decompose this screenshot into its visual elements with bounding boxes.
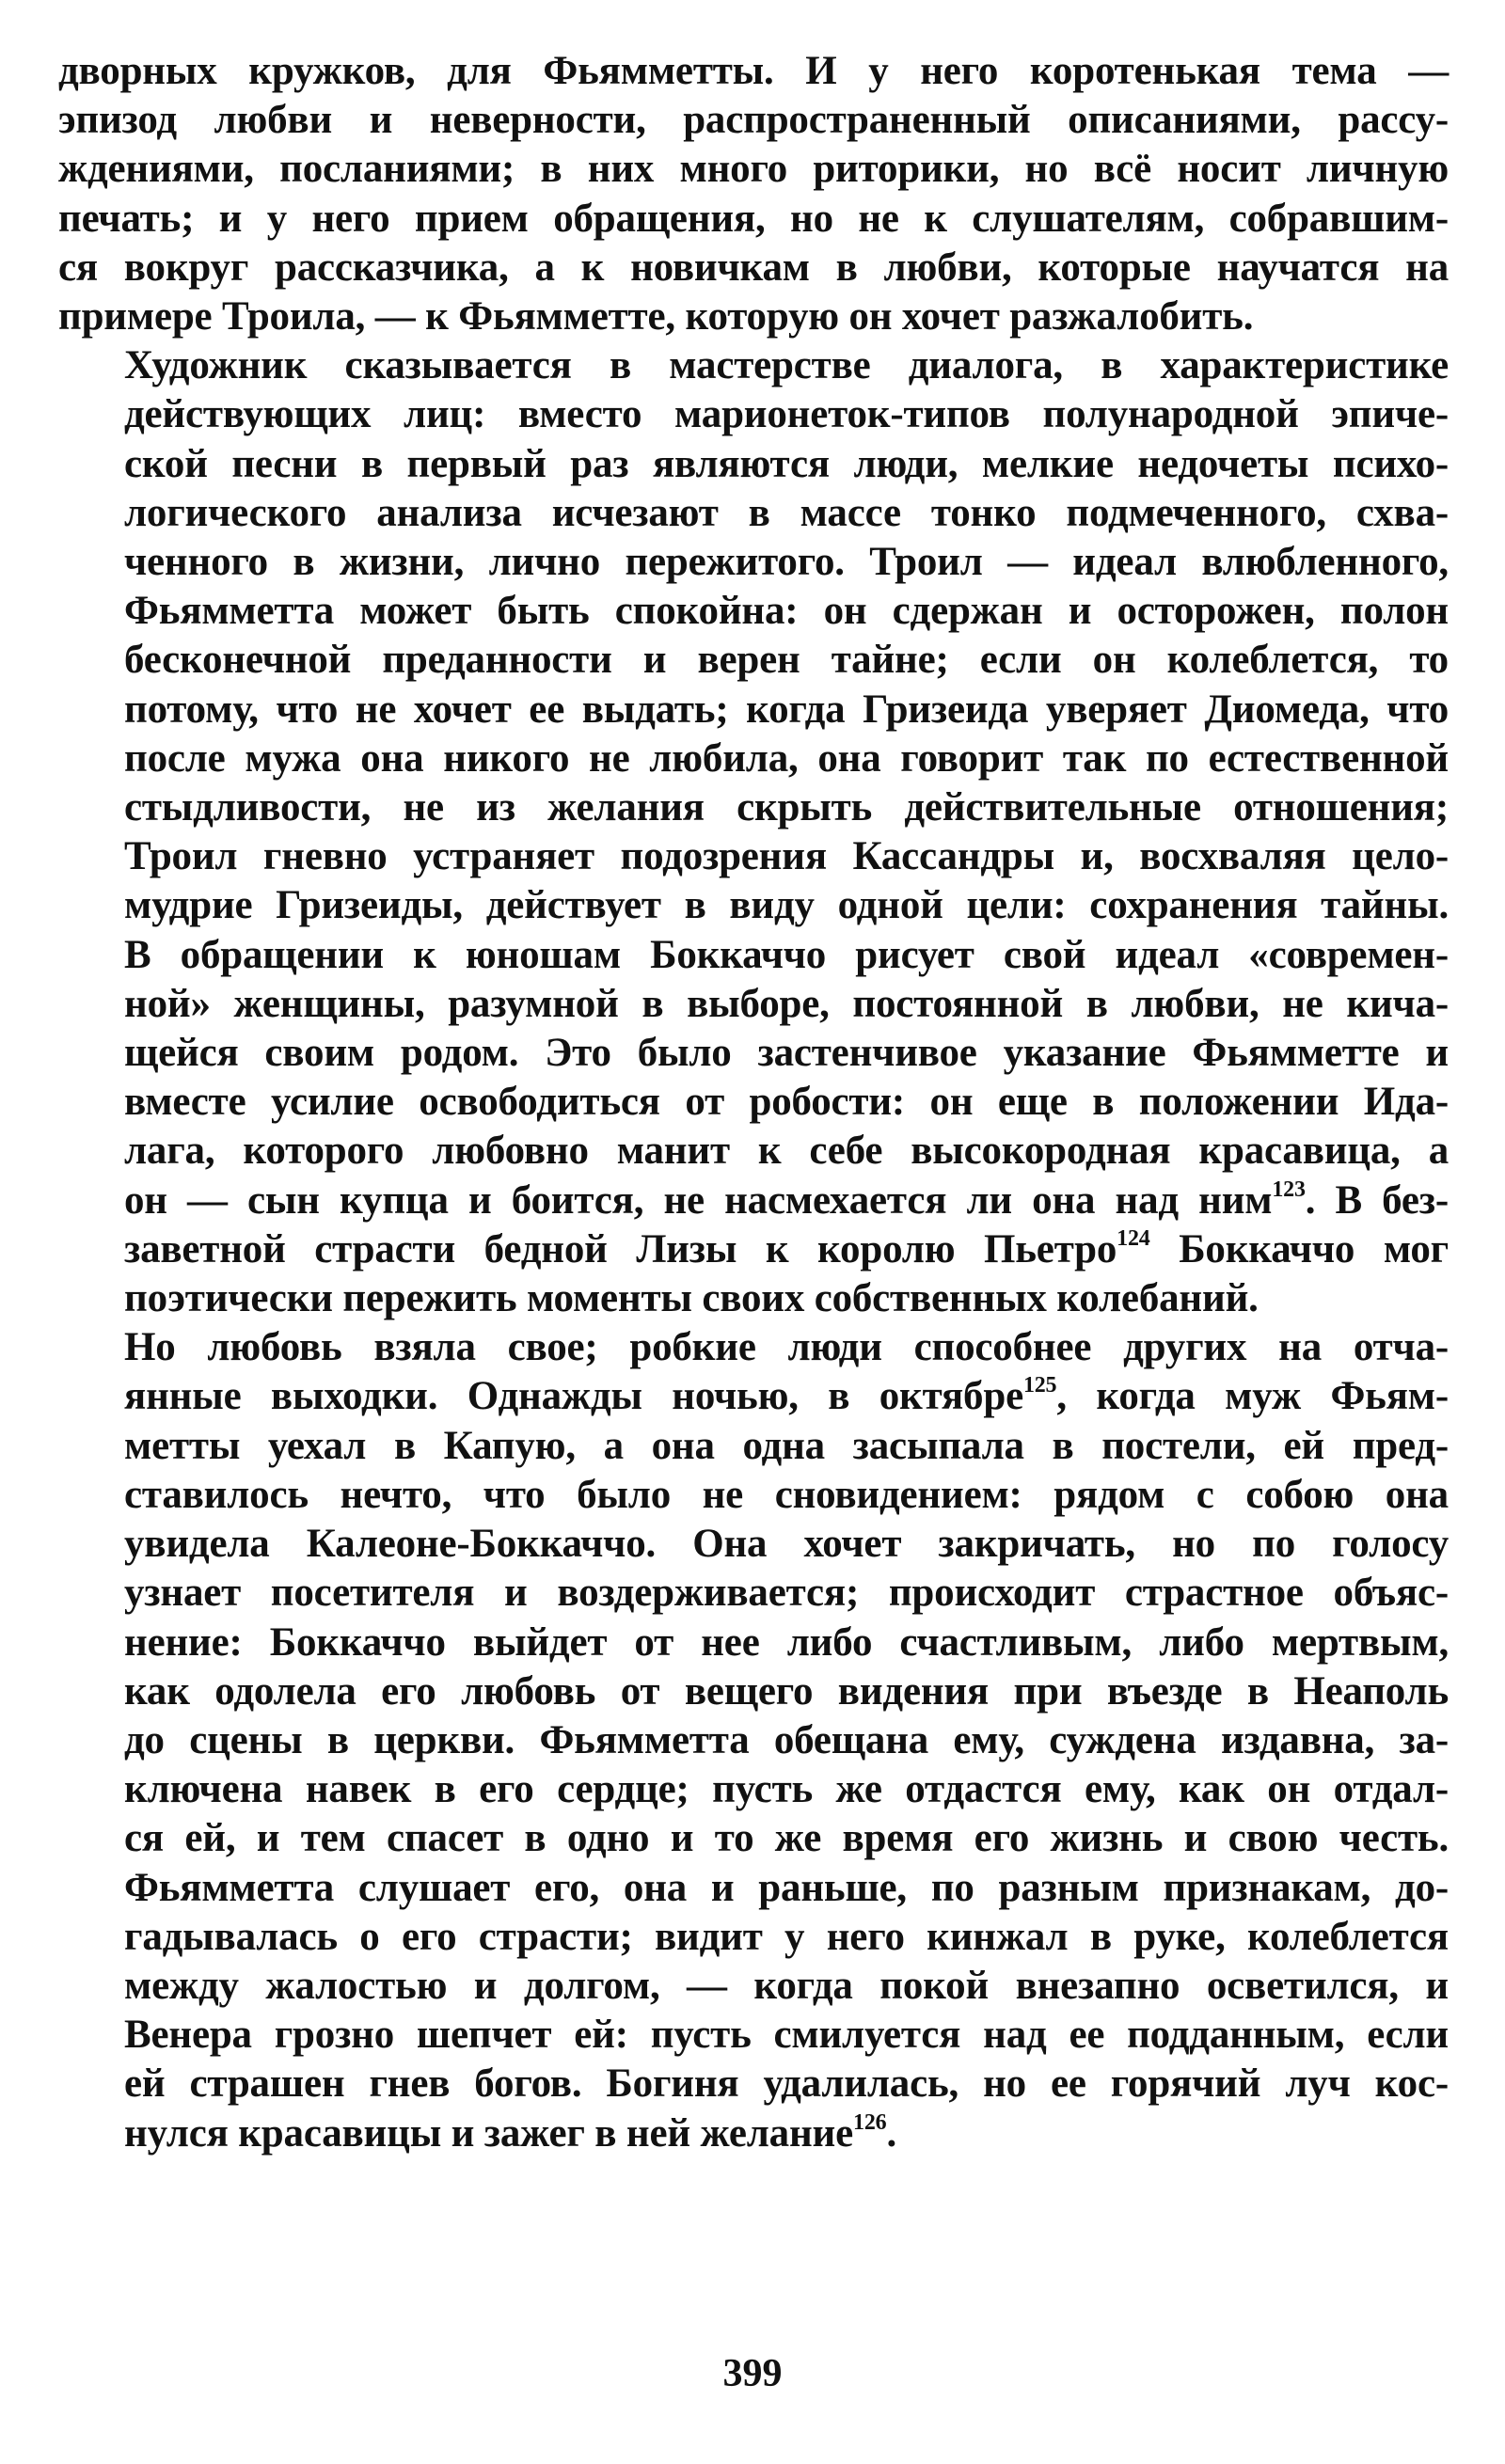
footnote-marker: 124 xyxy=(1117,1225,1150,1251)
text-line: потому, что не хочет ее выдать; когда Гризеида уверяет Диомеда, что xyxy=(124,687,1449,732)
footnote-marker: 125 xyxy=(1022,1373,1057,1398)
text-line: щейся своим родом. Это было застенчивое указание Фьямметте и xyxy=(124,1031,1449,1076)
text-line: как одолела его любовь от вещего видения при въезде в Неаполь xyxy=(124,1668,1449,1714)
text-line: Троил гневно устраняет подозрения Кассандры и, восхваляя цело- xyxy=(124,834,1449,879)
text-line: заветной страсти бедной Лизы к королю Пьетро$^{124}$ Боккаччо мог xyxy=(124,1225,1449,1271)
text-line: В обращении к юношам Боккаччо рисует свой идеал «современ- xyxy=(124,932,1449,977)
text-line: ключена навек в его сердце; пусть же отдастся ему, как он отдал- xyxy=(124,1767,1449,1812)
text-line: нение: Боккаччо выйдет от нее либо счастливым, либо мертвым, xyxy=(124,1619,1449,1665)
text-line: действующих лиц: вместо марионеток-типов полународной эпиче- xyxy=(124,392,1449,437)
text-line: метты уехал в Капую, а она одна засыпала в постели, ей пред- xyxy=(124,1423,1449,1468)
text-line: он — сын купца и боится, не насмехается ли она над ним$^{123}$. В без- xyxy=(124,1177,1449,1223)
paragraph xyxy=(58,47,1449,341)
page-number: 399 xyxy=(722,2352,783,2395)
paragraph xyxy=(58,341,1449,1323)
page-body xyxy=(58,47,1449,2158)
text-line: после мужа она никого не любила, она говорит так по естественной xyxy=(124,735,1449,781)
paragraph xyxy=(58,1323,1449,2157)
text-line: бесконечной преданности и верен тайне; если он колеблется, то xyxy=(124,638,1449,683)
text-line: ставилось нечто, что было не сновидением: рядом с собою она xyxy=(124,1472,1449,1517)
text-line: янные выходки. Однажды ночью, в октябре$^{125}$, когда муж Фьям- xyxy=(124,1373,1449,1419)
text-line: вместе усилие освободиться от робости: он еще в положении Ида- xyxy=(124,1080,1449,1125)
text-line: нулся красавицы и зажег в ней желание$^{126}$. xyxy=(124,2109,896,2156)
text-line: поэтически пережить моменты своих собственных колебаний. xyxy=(124,1276,1259,1321)
text-line: ченного в жизни, лично пережитого. Троил — идеал влюбленного, xyxy=(124,540,1449,585)
text-line: гадывалась о его страсти; видит у него кинжал в руке, колеблется xyxy=(124,1914,1449,1959)
text-line: увидела Калеоне-Боккаччо. Она хочет закричать, но по голосу xyxy=(124,1522,1449,1567)
footnote-marker: 123 xyxy=(1272,1177,1306,1202)
text-line: ждениями, посланиями; в них много риторики, но всё носит личную xyxy=(58,147,1449,192)
text-line: ся вокруг рассказчика, а к новичкам в любви, которые научатся на xyxy=(58,245,1449,290)
text-line: ной» женщины, разумной в выборе, постоянной в любви, не кича- xyxy=(124,981,1449,1026)
text-line: ей страшен гнев богов. Богиня удалилась, но ее горячий луч кос- xyxy=(124,2061,1449,2107)
text-line: до сцены в церкви. Фьямметта обещана ему, суждена издавна, за- xyxy=(124,1717,1449,1762)
text-line: лага, которого любовно манит к себе высокородная красавица, а xyxy=(124,1129,1449,1174)
text-line: между жалостью и долгом, — когда покой внезапно осветился, и xyxy=(124,1963,1449,2008)
footnote-marker: 126 xyxy=(853,2109,887,2135)
text-line: стыдливости, не из желания скрыть действительные отношения; xyxy=(124,785,1449,830)
text-line: мудрие Гризеиды, действует в виду одной цели: сохранения тайны. xyxy=(124,883,1449,928)
text-line: дворных кружков, для Фьямметты. И у него коротенькая тема — xyxy=(58,49,1449,93)
text-line: Фьямметта слушает его, она и раньше, по разным признакам, до- xyxy=(124,1865,1449,1910)
text-line: логического анализа исчезают в массе тонко подмеченного, схва- xyxy=(124,490,1449,535)
text-line: Венера грозно шепчет ей: пусть смилуется над ее подданным, если xyxy=(124,2013,1449,2058)
text-line: примере Троила, — к Фьямметте, которую он хочет разжалобить. xyxy=(58,294,1254,340)
text-line: Фьямметта может быть спокойна: он сдержан и осторожен, полон xyxy=(124,589,1449,634)
text-line: эпизод любви и неверности, распространенный описаниями, рассу- xyxy=(58,98,1449,143)
text-line: ской песни в первый раз являются люди, мелкие недочеты психо- xyxy=(124,441,1449,486)
text-line: узнает посетителя и воздерживается; происходит страстное объяс- xyxy=(124,1571,1449,1616)
text-line: печать; и у него прием обращения, но не к слушателям, собравшим- xyxy=(58,196,1449,241)
text-line: Но любовь взяла свое; робкие люди способнее других на отча- xyxy=(124,1325,1449,1370)
text-line: ся ей, и тем спасет в одно и то же время его жизнь и свою честь. xyxy=(124,1816,1449,1861)
text-line: Художник сказывается в мастерстве диалога, в характеристике xyxy=(124,343,1449,388)
